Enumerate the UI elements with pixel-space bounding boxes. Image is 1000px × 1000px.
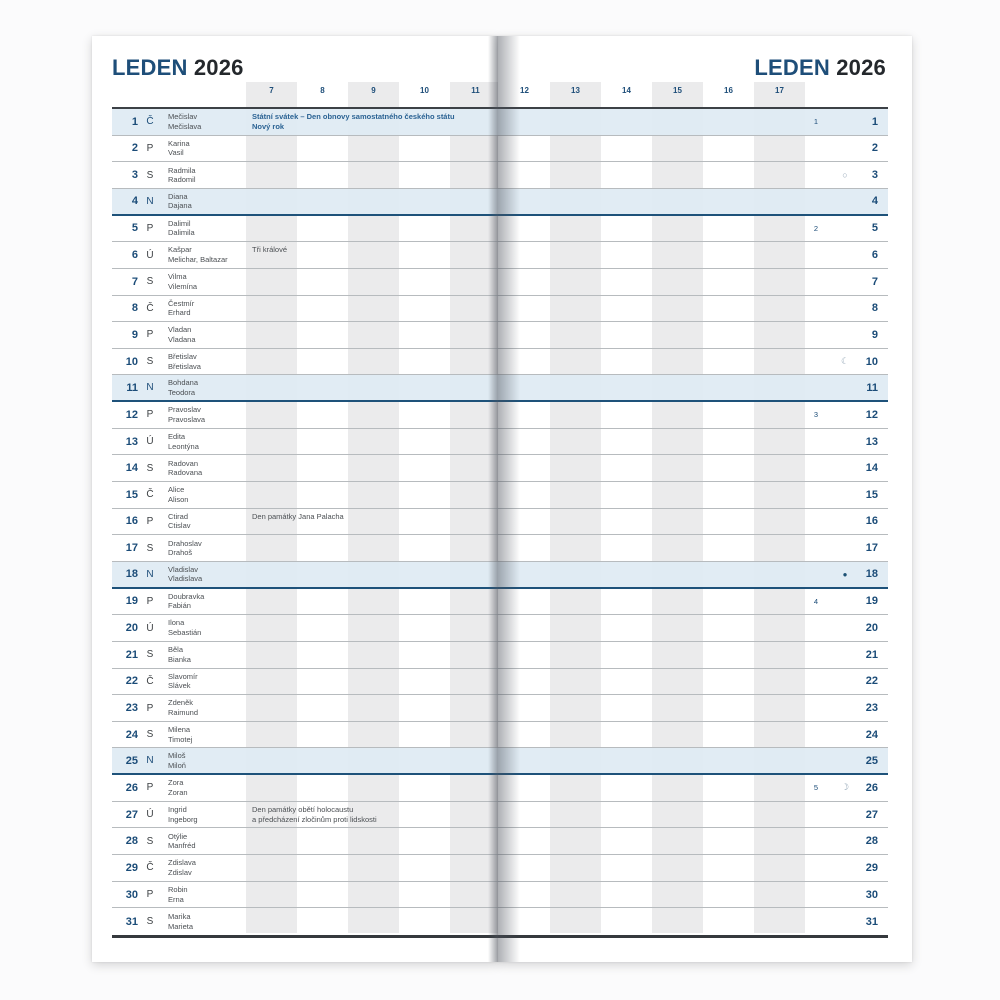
day-number: 7 xyxy=(871,275,878,288)
page-title-left xyxy=(112,55,244,81)
day-of-week-letter: N xyxy=(146,568,154,580)
day-row xyxy=(112,748,498,775)
day-row xyxy=(498,402,888,429)
day-row xyxy=(112,535,498,562)
day-row xyxy=(112,189,498,216)
hour-column-label: 7 xyxy=(269,86,274,95)
day-number: 4 xyxy=(871,195,878,208)
name-day-names xyxy=(168,832,196,851)
day-of-week-letter: Ú xyxy=(146,249,154,261)
name-day-secondary: Vilemína xyxy=(168,281,198,291)
name-day-names xyxy=(168,592,204,611)
day-of-week-letter: Ú xyxy=(146,622,154,634)
memorial-note xyxy=(252,512,504,522)
day-row xyxy=(112,855,498,882)
name-day-secondary: Timotej xyxy=(168,734,193,744)
diary-right-page xyxy=(498,36,912,962)
name-day-secondary: Zoran xyxy=(168,787,188,797)
diary-left-page xyxy=(92,36,498,962)
day-row xyxy=(112,562,498,589)
day-row xyxy=(112,402,498,429)
day-of-week-letter: P xyxy=(146,142,154,154)
name-day-names xyxy=(168,751,186,770)
name-day-primary: Zdeněk xyxy=(168,698,194,708)
day-number: 23 xyxy=(865,702,878,714)
name-day-primary: Radmila xyxy=(168,165,196,175)
name-day-secondary: Vladislava xyxy=(168,574,203,584)
week-number: 4 xyxy=(813,596,819,606)
day-of-week-letter: N xyxy=(146,382,154,394)
day-number: 27 xyxy=(125,808,138,821)
name-day-names xyxy=(168,378,198,397)
name-day-primary: Diana xyxy=(168,191,188,201)
day-row xyxy=(498,802,888,829)
day-row xyxy=(112,642,498,669)
year-label: 2026 xyxy=(193,55,244,80)
day-of-week-letter: S xyxy=(146,835,154,847)
name-day-names xyxy=(168,858,196,877)
name-day-secondary: Vasil xyxy=(168,148,184,158)
day-row xyxy=(112,429,498,456)
name-day-primary: Běla xyxy=(168,645,184,655)
day-of-week-letter: P xyxy=(146,702,154,714)
day-number: 6 xyxy=(131,249,138,262)
name-day-names xyxy=(168,325,196,344)
day-of-week-letter: P xyxy=(146,409,154,421)
day-number: 5 xyxy=(871,222,878,235)
note-line: Tři králové xyxy=(252,245,288,255)
note-line: Den památky obětí holocaustu xyxy=(252,804,354,814)
name-day-primary: Karina xyxy=(168,138,190,148)
memorial-note xyxy=(252,245,504,255)
day-number: 21 xyxy=(865,648,878,661)
name-day-secondary: Dajana xyxy=(168,201,192,211)
day-number: 17 xyxy=(125,542,138,555)
day-row xyxy=(112,269,498,296)
name-day-primary: Břetislav xyxy=(168,352,197,362)
name-day-primary: Marika xyxy=(168,912,191,922)
day-of-week-letter: Ú xyxy=(146,809,154,821)
day-number: 1 xyxy=(131,115,138,128)
name-day-secondary: Melichar, Baltazar xyxy=(168,255,228,265)
name-day-secondary: Sebastián xyxy=(168,628,202,638)
name-day-secondary: Dalimila xyxy=(168,228,195,238)
month-name: LEDEN xyxy=(112,55,188,80)
day-row xyxy=(498,216,888,243)
week-number: 3 xyxy=(813,410,819,420)
name-day-secondary: Alison xyxy=(168,494,189,504)
day-row xyxy=(498,482,888,509)
day-number: 3 xyxy=(131,169,138,182)
day-number: 5 xyxy=(131,222,138,235)
name-day-secondary: Radomil xyxy=(168,175,196,185)
name-day-secondary: Erhard xyxy=(168,308,191,318)
day-row xyxy=(498,162,888,189)
day-row xyxy=(498,908,888,935)
day-row xyxy=(112,162,498,189)
day-number: 26 xyxy=(865,781,878,794)
day-row xyxy=(112,136,498,163)
day-number: 17 xyxy=(865,542,878,555)
day-number: 29 xyxy=(125,861,138,874)
name-day-primary: Bohdana xyxy=(168,378,199,388)
day-number: 25 xyxy=(125,754,138,767)
day-number: 23 xyxy=(125,702,138,714)
day-of-week-letter: P xyxy=(146,329,154,341)
name-day-primary: Zdislava xyxy=(168,858,196,868)
name-day-names xyxy=(168,672,198,691)
day-of-week-letter: Č xyxy=(146,489,154,501)
day-number: 27 xyxy=(865,808,878,821)
day-number: 16 xyxy=(125,515,138,528)
name-day-secondary: Zdislav xyxy=(168,867,192,877)
day-row xyxy=(112,375,498,402)
day-of-week-letter: S xyxy=(146,276,154,288)
hour-column-label: 10 xyxy=(420,86,429,95)
day-of-week-letter: P xyxy=(146,889,154,901)
day-number: 30 xyxy=(125,888,138,901)
page-title-right xyxy=(754,55,886,81)
name-day-names xyxy=(168,512,191,531)
day-number: 24 xyxy=(865,728,878,741)
name-day-primary: Ilona xyxy=(168,618,185,628)
day-row xyxy=(112,828,498,855)
name-day-primary: Otýlie xyxy=(168,831,188,841)
name-day-names xyxy=(168,192,192,211)
name-day-primary: Dalimil xyxy=(168,218,191,228)
moon-phase-last-quarter-icon: ☾ xyxy=(840,356,850,367)
name-day-names xyxy=(168,299,194,318)
name-day-names xyxy=(168,432,199,451)
name-day-names xyxy=(168,219,195,238)
day-row xyxy=(112,615,498,642)
day-of-week-letter: Ú xyxy=(146,436,154,448)
holiday-note xyxy=(252,112,504,132)
week-number: 1 xyxy=(813,117,819,127)
moon-phase-full-icon: ○ xyxy=(842,170,848,181)
note-line: a předcházení zločinům proti lidskosti xyxy=(252,814,377,824)
day-number: 18 xyxy=(125,568,138,581)
name-day-names xyxy=(168,912,193,931)
day-row xyxy=(498,109,888,136)
day-number: 28 xyxy=(125,835,138,848)
day-number: 10 xyxy=(125,355,138,368)
day-of-week-letter: S xyxy=(146,356,154,368)
day-row xyxy=(112,882,498,909)
hour-column-label: 15 xyxy=(673,86,682,95)
day-of-week-letter: N xyxy=(146,755,154,767)
name-day-secondary: Bianka xyxy=(168,654,191,664)
memorial-note xyxy=(252,805,504,825)
day-number: 14 xyxy=(125,462,138,475)
day-row xyxy=(112,349,498,376)
day-row xyxy=(498,455,888,482)
name-day-secondary: Erna xyxy=(168,894,184,904)
name-day-names xyxy=(168,352,201,371)
name-day-primary: Alice xyxy=(168,485,185,495)
day-row xyxy=(498,535,888,562)
day-number: 6 xyxy=(871,249,878,262)
hour-column-label: 14 xyxy=(622,86,631,95)
day-of-week-letter: P xyxy=(146,515,154,527)
day-row xyxy=(498,882,888,909)
day-number: 30 xyxy=(865,888,878,901)
name-day-secondary: Fabián xyxy=(168,601,191,611)
hour-column-label: 16 xyxy=(724,86,733,95)
name-day-primary: Čestmír xyxy=(168,298,195,308)
name-day-names xyxy=(168,618,201,637)
name-day-primary: Vladislav xyxy=(168,564,199,574)
day-number: 11 xyxy=(866,381,878,394)
name-day-secondary: Pravoslava xyxy=(168,414,206,424)
day-row xyxy=(498,828,888,855)
day-row xyxy=(498,375,888,402)
hour-column-label: 12 xyxy=(520,86,529,95)
day-of-week-letter: S xyxy=(146,542,154,554)
name-day-secondary: Raimund xyxy=(168,708,199,717)
day-row xyxy=(498,189,888,216)
day-number: 31 xyxy=(125,915,138,928)
day-of-week-letter: P xyxy=(146,595,154,607)
day-row xyxy=(112,482,498,509)
day-number: 14 xyxy=(865,462,878,475)
day-number: 16 xyxy=(865,515,878,528)
day-number: 11 xyxy=(126,381,138,394)
name-day-secondary: Slávek xyxy=(168,681,191,691)
day-row xyxy=(112,296,498,323)
name-day-primary: Slavomír xyxy=(168,671,198,681)
name-day-names xyxy=(168,139,190,158)
name-day-names xyxy=(168,885,188,904)
name-day-names xyxy=(168,565,202,584)
day-of-week-letter: S xyxy=(146,462,154,474)
name-day-names xyxy=(168,272,197,291)
day-row xyxy=(498,269,888,296)
name-day-primary: Drahoslav xyxy=(168,538,202,548)
hour-column-label: 11 xyxy=(471,86,480,95)
day-of-week-letter: S xyxy=(146,169,154,181)
day-row xyxy=(498,642,888,669)
name-day-secondary: Miloň xyxy=(168,760,186,770)
day-row xyxy=(498,615,888,642)
day-row xyxy=(112,242,498,269)
day-row xyxy=(498,242,888,269)
day-number: 7 xyxy=(131,275,138,288)
day-of-week-letter: P xyxy=(146,222,154,234)
day-row xyxy=(112,509,498,536)
day-number: 20 xyxy=(865,622,878,635)
day-row xyxy=(498,855,888,882)
day-row xyxy=(112,669,498,696)
day-number: 21 xyxy=(125,648,138,661)
day-number: 1 xyxy=(871,115,878,128)
day-number: 19 xyxy=(865,595,878,608)
name-day-secondary: Drahoš xyxy=(168,548,193,558)
name-day-primary: Radovan xyxy=(168,458,199,468)
day-row xyxy=(498,296,888,323)
day-number: 24 xyxy=(125,728,138,741)
name-day-primary: Ctirad xyxy=(168,511,189,521)
day-number: 22 xyxy=(125,675,138,688)
day-number: 2 xyxy=(871,142,878,155)
name-day-names xyxy=(168,485,188,504)
day-number: 9 xyxy=(131,328,138,341)
name-day-primary: Doubravka xyxy=(168,591,205,601)
day-row xyxy=(498,722,888,749)
day-number: 15 xyxy=(125,488,138,501)
day-of-week-letter: N xyxy=(146,195,154,207)
name-day-secondary: Marieta xyxy=(168,921,194,931)
day-row xyxy=(112,322,498,349)
name-day-secondary: Teodora xyxy=(168,387,196,397)
day-row xyxy=(498,775,888,802)
name-day-names xyxy=(168,645,191,664)
day-of-week-letter: Č xyxy=(146,862,154,874)
hour-column-label: 17 xyxy=(775,86,784,95)
day-row xyxy=(112,775,498,802)
week-number: 5 xyxy=(813,783,819,793)
name-day-names xyxy=(168,245,228,264)
name-day-primary: Robin xyxy=(168,884,188,894)
day-number: 8 xyxy=(871,302,878,315)
name-day-names xyxy=(168,405,205,424)
day-number: 12 xyxy=(865,408,878,421)
name-day-names xyxy=(168,725,192,744)
day-number: 31 xyxy=(865,915,878,928)
year-label: 2026 xyxy=(836,55,886,80)
day-number: 12 xyxy=(125,408,138,421)
day-of-week-letter: Č xyxy=(146,302,154,314)
day-of-week-letter: Č xyxy=(146,116,154,128)
day-row xyxy=(498,136,888,163)
name-day-primary: Pravoslav xyxy=(168,405,201,415)
day-of-week-letter: S xyxy=(146,729,154,741)
day-number: 19 xyxy=(125,595,138,608)
day-of-week-letter: P xyxy=(146,782,154,794)
day-number: 29 xyxy=(865,861,878,874)
day-row xyxy=(112,695,498,722)
name-day-primary: Zora xyxy=(168,778,184,788)
calendar-table-left xyxy=(112,107,498,938)
day-row xyxy=(498,349,888,376)
moon-phase-first-quarter-icon: ☽ xyxy=(840,782,850,793)
day-row xyxy=(112,216,498,243)
day-number: 3 xyxy=(871,169,878,182)
day-number: 25 xyxy=(865,754,878,767)
name-day-names xyxy=(168,805,198,824)
note-line: Den památky Jana Palacha xyxy=(252,511,344,521)
day-row xyxy=(112,109,498,136)
day-row xyxy=(498,429,888,456)
calendar-table-right xyxy=(498,107,888,938)
day-of-week-letter: S xyxy=(146,649,154,661)
name-day-primary: Vilma xyxy=(168,272,187,282)
day-row xyxy=(112,802,498,829)
hour-column-label: 9 xyxy=(371,86,376,95)
day-number: 4 xyxy=(131,195,138,208)
day-number: 22 xyxy=(865,675,878,688)
day-number: 18 xyxy=(865,568,878,581)
name-day-primary: Kašpar xyxy=(168,245,192,255)
day-number: 28 xyxy=(865,835,878,848)
day-row xyxy=(498,322,888,349)
day-row xyxy=(498,589,888,616)
hour-column-label: 13 xyxy=(571,86,580,95)
hour-column-label: 8 xyxy=(320,86,325,95)
day-of-week-letter: S xyxy=(146,916,154,928)
name-day-names xyxy=(168,459,202,478)
note-line: Státní svátek – Den obnovy samostatného českého státu xyxy=(252,112,455,121)
note-line: Nový rok xyxy=(252,121,285,131)
name-day-names xyxy=(168,698,198,717)
day-number: 2 xyxy=(131,142,138,155)
name-day-primary: Milena xyxy=(168,725,191,735)
month-name: LEDEN xyxy=(754,55,830,80)
day-row xyxy=(112,589,498,616)
name-day-secondary: Mečislava xyxy=(168,121,202,131)
day-number: 10 xyxy=(865,355,878,368)
name-day-names xyxy=(168,112,201,131)
name-day-primary: Ingrid xyxy=(168,804,187,814)
name-day-primary: Miloš xyxy=(168,751,186,761)
day-row xyxy=(498,748,888,775)
day-row xyxy=(498,695,888,722)
day-row xyxy=(112,722,498,749)
name-day-primary: Vladan xyxy=(168,325,192,335)
name-day-secondary: Leontýna xyxy=(168,441,199,451)
name-day-secondary: Ctislav xyxy=(168,521,191,531)
name-day-primary: Edita xyxy=(168,431,186,441)
day-row xyxy=(498,669,888,696)
day-number: 20 xyxy=(125,622,138,635)
week-number: 2 xyxy=(813,223,819,233)
name-day-names xyxy=(168,166,196,185)
moon-phase-new-icon: ● xyxy=(842,569,848,579)
name-day-names xyxy=(168,778,188,797)
name-day-secondary: Ingeborg xyxy=(168,814,198,824)
day-number: 13 xyxy=(865,435,878,448)
name-day-secondary: Radovana xyxy=(168,468,203,478)
day-of-week-letter: Č xyxy=(146,675,154,687)
name-day-secondary: Břetislava xyxy=(168,361,201,371)
name-day-names xyxy=(168,539,202,558)
day-number: 15 xyxy=(865,488,878,501)
day-row xyxy=(112,455,498,482)
day-number: 26 xyxy=(125,781,138,794)
day-number: 9 xyxy=(871,328,878,341)
day-row xyxy=(112,908,498,935)
day-number: 13 xyxy=(125,435,138,448)
name-day-primary: Mečislav xyxy=(168,112,198,122)
name-day-secondary: Vladana xyxy=(168,334,196,344)
day-number: 8 xyxy=(131,302,138,315)
day-row xyxy=(498,509,888,536)
day-row xyxy=(498,562,888,589)
name-day-secondary: Manfréd xyxy=(168,841,196,851)
